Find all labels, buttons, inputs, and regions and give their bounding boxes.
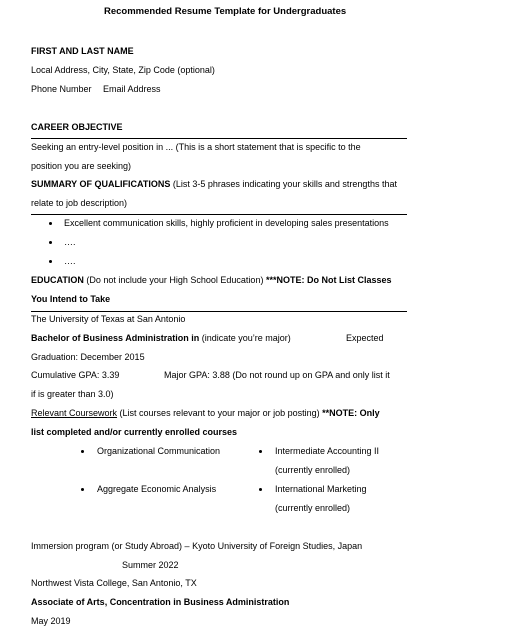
education-heading-line <box>31 274 391 286</box>
email-address: Email Address <box>103 84 161 94</box>
section-divider <box>31 138 407 139</box>
coursework-label: Relevant Coursework <box>31 408 118 418</box>
education-heading: EDUCATION <box>31 275 84 285</box>
coursework-line <box>31 407 380 419</box>
bullet-icon <box>259 488 262 491</box>
bullet-icon <box>49 222 52 225</box>
expected-label: Expected <box>346 333 384 343</box>
address-line: Local Address, City, State, Zip Code (optional) <box>31 65 215 75</box>
bullet-icon <box>49 260 52 263</box>
degree-note: (indicate you’re major) <box>199 333 291 343</box>
education-warning: ***NOTE: Do Not List Classes <box>265 275 392 285</box>
section-divider <box>31 214 407 215</box>
course-item: International Marketing <box>275 484 367 494</box>
bullet-icon <box>81 488 84 491</box>
course-status: (currently enrolled) <box>275 465 351 475</box>
immersion-program: Immersion program (or Study Abroad) – Kyoto University of Foreign Studies, Japan <box>31 541 363 551</box>
university-name: The University of Texas at San Antonio <box>31 314 186 324</box>
summary-note: (List 3-5 phrases indicating your skills and strengths that <box>170 179 397 189</box>
coursework-warning-line-2: list completed and/or currently enrolled courses <box>31 427 238 437</box>
coursework-note: (List courses relevant to your major or job posting) <box>117 408 323 418</box>
college-name: Northwest Vista College, San Antonio, TX <box>31 578 197 588</box>
qualification-item: …. <box>64 237 76 247</box>
associate-degree: Associate of Arts, Concentration in Business Administration <box>31 597 290 607</box>
graduation-date: Graduation: December 2015 <box>31 352 145 362</box>
summary-note-line-2: relate to job description) <box>31 198 128 208</box>
major-gpa-line-2: if is greater than 3.0) <box>31 389 114 399</box>
associate-date: May 2019 <box>31 616 71 626</box>
degree-name: Bachelor of Business Administration in <box>31 333 200 343</box>
coursework-warning: **NOTE: Only <box>322 408 380 418</box>
qualification-item: Excellent communication skills, highly proficient in developing sales presentations <box>64 218 389 228</box>
course-status: (currently enrolled) <box>275 503 351 513</box>
major-gpa: Major GPA: 3.88 (Do not round up on GPA and only list it <box>164 370 390 380</box>
qualification-item: …. <box>64 256 76 266</box>
page-title: Recommended Resume Template for Undergraduates <box>104 6 347 17</box>
phone-number: Phone Number <box>31 84 92 94</box>
degree-line <box>31 332 291 344</box>
education-note: (Do not include your High School Education) <box>83 275 266 285</box>
course-item: Intermediate Accounting II <box>275 446 380 456</box>
bullet-icon <box>81 450 84 453</box>
course-item: Aggregate Economic Analysis <box>97 484 217 494</box>
objective-text-line-1: Seeking an entry-level position in ... (This is a short statement that is specific to the <box>31 142 361 152</box>
cumulative-gpa: Cumulative GPA: 3.39 <box>31 370 120 380</box>
bullet-icon <box>49 241 52 244</box>
summary-heading: SUMMARY OF QUALIFICATIONS <box>31 179 171 189</box>
education-warning-line-2: You Intend to Take <box>31 294 111 304</box>
immersion-date: Summer 2022 <box>122 560 179 570</box>
objective-text-line-2: position you are seeking) <box>31 161 132 171</box>
section-divider <box>31 311 407 312</box>
summary-heading-line <box>31 178 397 190</box>
bullet-icon <box>259 450 262 453</box>
name-heading: FIRST AND LAST NAME <box>31 46 134 56</box>
career-objective-heading: CAREER OBJECTIVE <box>31 122 123 132</box>
course-item: Organizational Communication <box>97 446 221 456</box>
